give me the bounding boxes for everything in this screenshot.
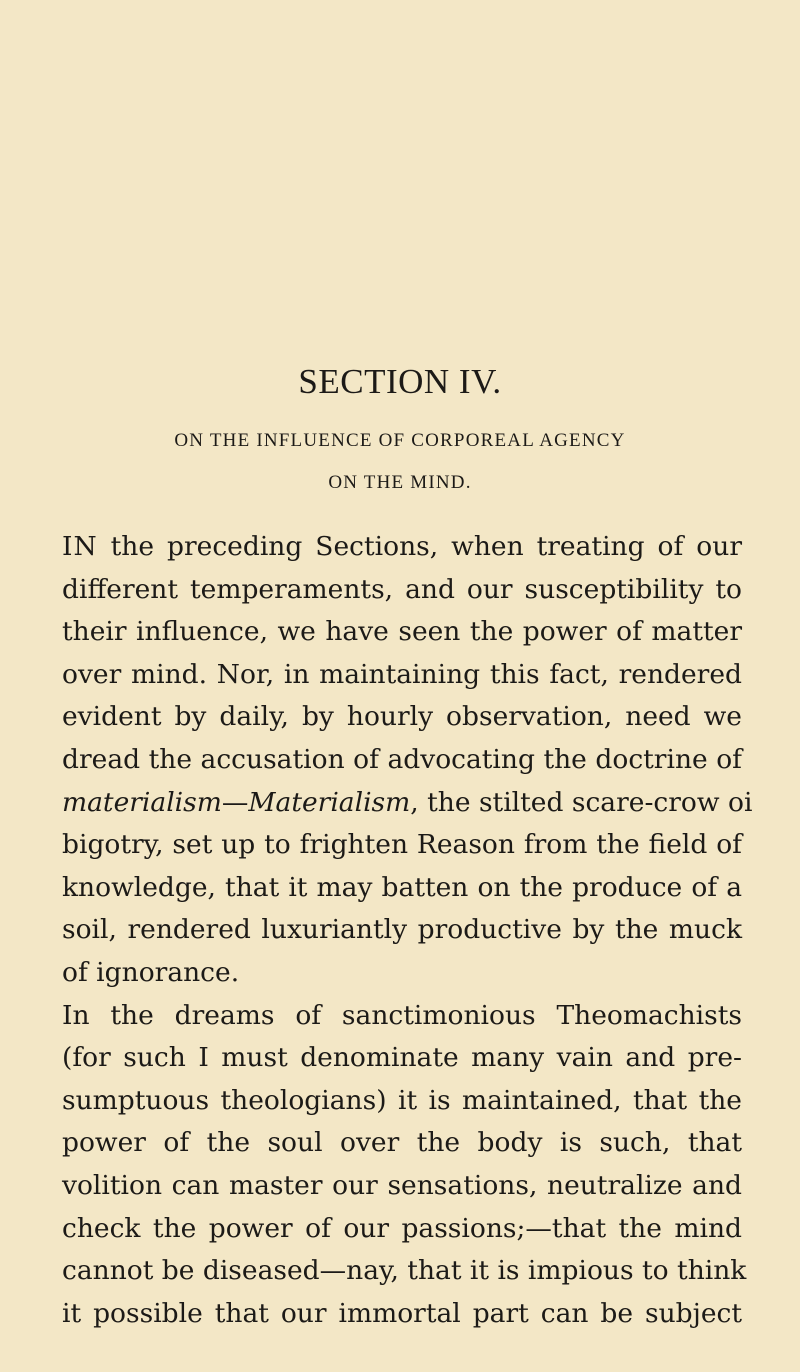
body-line-1: [62, 526, 742, 569]
italic-materialism-capital: Materialism: [248, 786, 411, 818]
body-line-10: soil, rendered luxuriantly productive by the muck: [62, 914, 742, 946]
body-line-16: volition can master our sensations, neutralize and: [62, 1169, 742, 1201]
body-line-7: [62, 782, 753, 825]
section-title: SECTION IV.: [298, 362, 502, 401]
body-line-2: different temperaments, and our susceptibility to: [62, 573, 742, 605]
body-line-18: cannot be diseased—nay, that it is impious to think: [62, 1255, 747, 1287]
section-subtitle-line-2: ON THE MIND.: [328, 472, 472, 493]
body-line-12: In the dreams of sanctimonious Theomachists: [62, 999, 742, 1031]
body-line-7-rest: , the stilted scare-crow oi: [410, 786, 753, 818]
body-line-4: over mind. Nor, in maintaining this fact, rendered: [62, 658, 742, 690]
body-line-11: of ignorance.: [62, 956, 240, 988]
body-line-1-rest: the preceding Sections, when treating of our: [97, 531, 742, 562]
em-dash: —: [221, 786, 249, 818]
opening-word: IN: [62, 531, 98, 562]
body-line-5: evident by daily, by hourly observation, need we: [62, 701, 742, 733]
body-line-17: check the power of our passions;—that the mind: [62, 1212, 742, 1244]
body-line-13: (for such I must denominate many vain and pre-: [62, 1042, 742, 1074]
section-subtitle-line-1: ON THE INFLUENCE OF CORPOREAL AGENCY: [174, 430, 626, 451]
body-line-3: their influence, we have seen the power of matter: [62, 616, 742, 648]
body-line-9: knowledge, that it may batten on the produce of a: [62, 871, 742, 903]
body-line-8: bigotry, set up to frighten Reason from the field of: [62, 829, 742, 861]
body-line-14: sumptuous theologians) it is maintained, that the: [62, 1084, 742, 1116]
body-paragraphs: [62, 526, 753, 1335]
body-line-15: power of the soul over the body is such, that: [62, 1127, 742, 1159]
italic-materialism-lower: materialism: [62, 786, 222, 818]
body-line-19: it possible that our immortal part can be subject: [62, 1297, 742, 1329]
body-line-6: dread the accusation of advocating the doctrine of: [62, 743, 742, 775]
